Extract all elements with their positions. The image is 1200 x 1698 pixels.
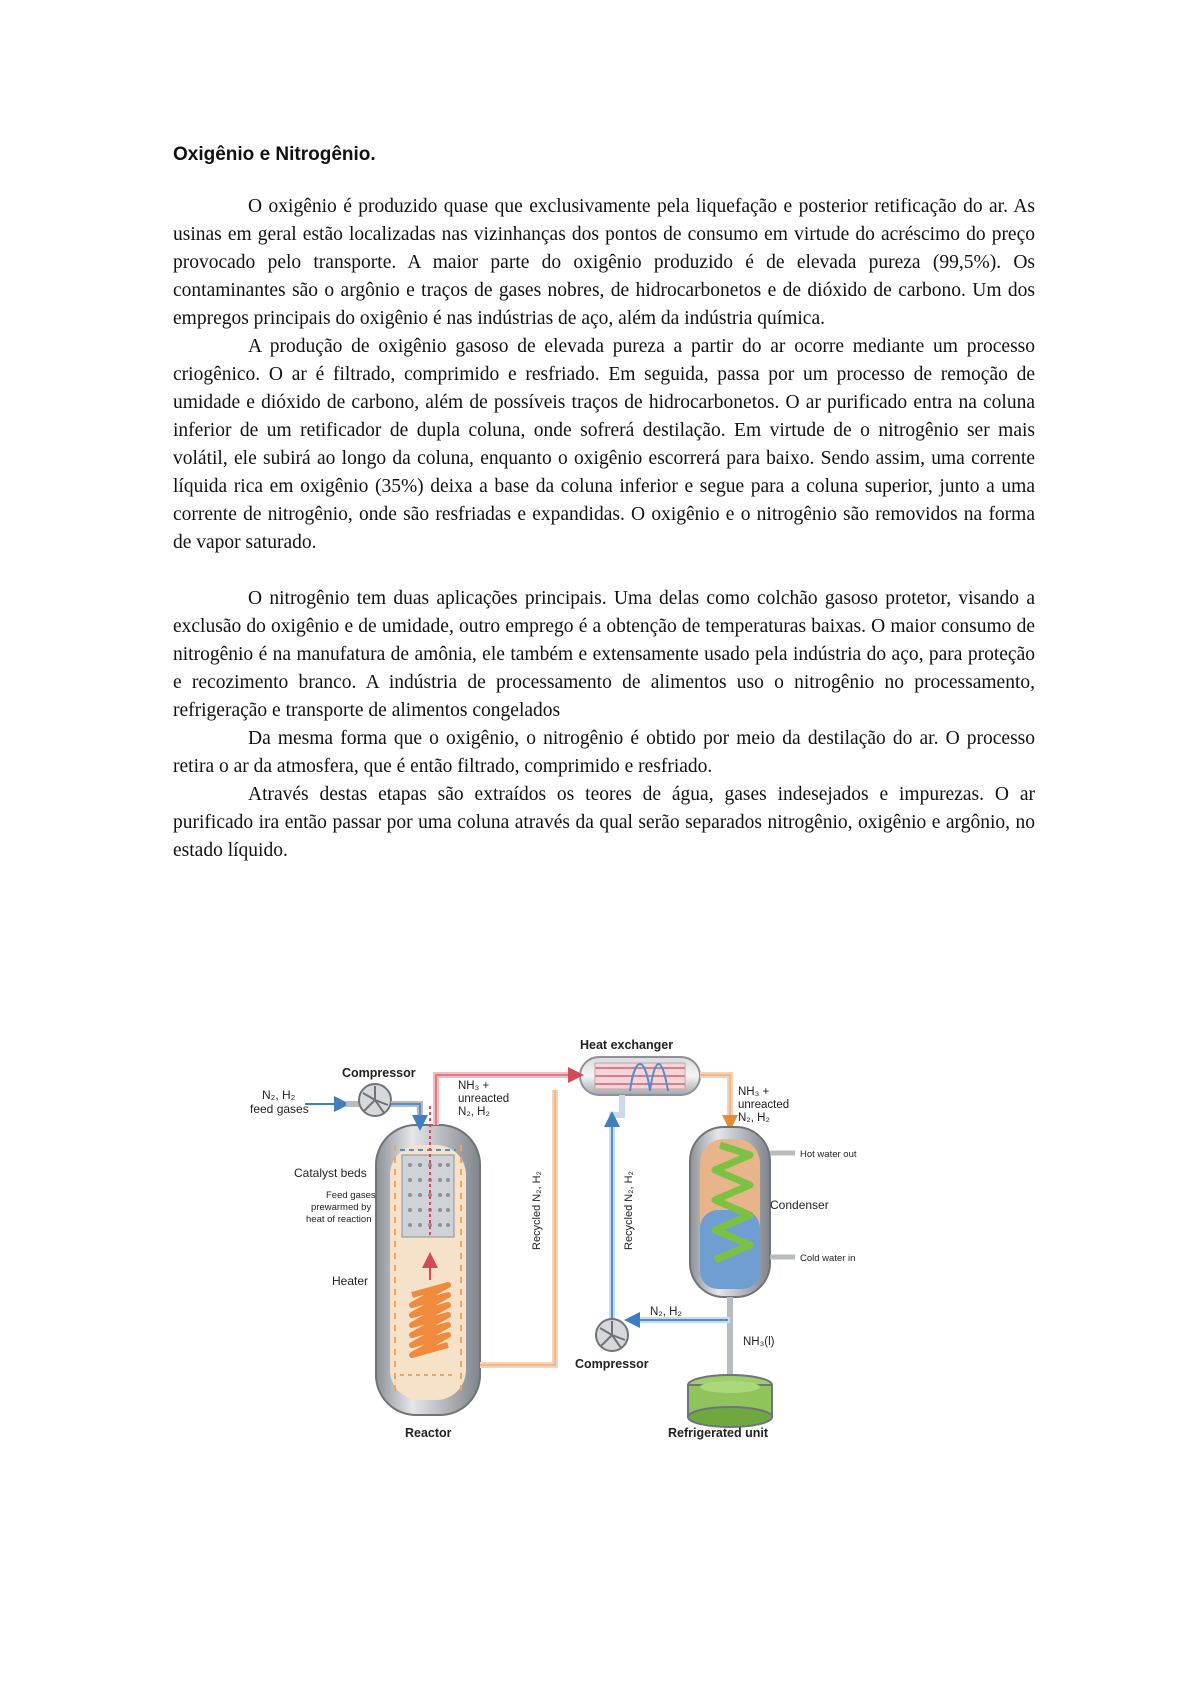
label-condenser: Condenser [770,1198,829,1212]
label-feed-prewarm-3: heat of reaction [306,1214,372,1225]
document-title: Oxigênio e Nitrogênio. [173,144,376,165]
heat-exchanger [580,1057,700,1095]
label-recycled-1: Recycled N₂, H₂ [531,1171,543,1250]
label-compressor-top: Compressor [342,1066,416,1080]
body-text [173,193,1035,865]
label-nh3-right-1: NH₃ + [738,1086,770,1098]
label-nh3-left-2: unreacted [458,1093,510,1105]
paragraph-cryogenic-process: A produção de oxigênio gasoso de elevada pureza a partir do ar ocorre mediante um processo criogênico. O ar é filtrado, comprimido e resfriado. Em seguida, passa por um processo de remoção de umidade e dióxido de carbono, além de possíveis traços de hidrocarbonetos. O ar purificado entra na coluna inferior de um retificador de dupla coluna, onde sofrerá destilação. Em virtude de o nitrogênio ser mais volátil, ele subirá ao longo da coluna, enquanto o oxigênio escorrerá para baixo. Sendo assim, uma corrente líquida rica em oxigênio (35%) deixa a base da coluna inferior e segue para a coluna superior, junto a uma corrente de nitrogênio, onde são resfriadas e expandidas. O oxigênio e o nitrogênio são removidos na forma de vapor saturado. [173,336,1035,553]
label-reactor: Reactor [405,1426,452,1440]
paragraph-oxygen-production: O oxigênio é produzido quase que exclusivamente pela liquefação e posterior retificação do ar. As usinas em geral estão localizadas nas vizinhanças dos pontos de consumo em virtude do acréscimo do preço provocado pelo transporte. A maior parte do oxigênio produzido é de elevada pureza (99,5%). Os contaminantes são o argônio e traços de gases nobres, de hidrocarbonetos e de dióxido de carbono. Um dos empregos principais do oxigênio é nas indústrias de aço, além da indústria química. [173,196,1035,329]
label-feed-gases: feed gases [250,1102,309,1116]
label-feed-gases-formula: N₂, H₂ [262,1088,296,1102]
diagram-svg [250,1035,950,1465]
recycled-return-pipe [480,1090,555,1365]
recycled-cold-pipe [612,1095,622,1325]
paragraph-nitrogen-distillation: Da mesma forma que o oxigênio, o nitrogênio é obtido por meio da destilação do ar. O processo retira o ar da atmosfera, que é então filtrado, comprimido e resfriado. [173,728,1035,777]
label-recycled-2: Recycled N₂, H₂ [623,1171,635,1250]
label-feed-prewarm-2: prewarmed by [311,1202,372,1213]
label-compressor-bottom: Compressor [575,1357,649,1371]
label-n2h2-bottom: N₂, H₂ [650,1306,682,1318]
label-heat-exchanger: Heat exchanger [580,1038,674,1052]
label-nh3-left-3: N₂, H₂ [458,1106,490,1118]
refrigerated-unit [688,1375,772,1427]
paragraph-purification-steps: Através destas etapas são extraídos os teores de água, gases indesejados e impurezas. O ar purificado ira então passar por uma coluna através da qual serão separados nitrogênio, oxigênio e argônio, no estado líquido. [173,784,1035,861]
label-hot-water-out: Hot water out [800,1149,857,1160]
label-catalyst-beds: Catalyst beds [294,1166,367,1180]
label-cold-water-in: Cold water in [800,1253,856,1264]
paragraph-nitrogen-applications: O nitrogênio tem duas aplicações principais. Uma delas como colchão gasoso protetor, visando a exclusão do oxigênio e de umidade, outro emprego é a obtenção de temperaturas baixas. O maior consumo de nitrogênio é na manufatura de amônia, ele também e extensamente usado pela indústria do aço, para proteção e recozimento branco. A indústria de processamento de alimentos uso o nitrogênio no processamento, refrigeração e transporte de alimentos congelados [173,588,1035,721]
ammonia-process-diagram [250,1035,950,1465]
bottom-compressor [596,1319,730,1351]
label-nh3-right-2: unreacted [738,1099,790,1111]
label-feed-prewarm-1: Feed gases [326,1190,376,1201]
label-nh3-left-1: NH₃ + [458,1080,490,1092]
label-refrigerated-unit: Refrigerated unit [668,1426,769,1440]
reactor-vessel [376,1105,480,1415]
label-nh3-liquid: NH₃(l) [743,1336,775,1348]
label-heater: Heater [332,1274,369,1288]
label-nh3-right-3: N₂, H₂ [738,1112,770,1124]
top-compressor [305,1084,420,1125]
warm-pipe [700,1075,730,1127]
